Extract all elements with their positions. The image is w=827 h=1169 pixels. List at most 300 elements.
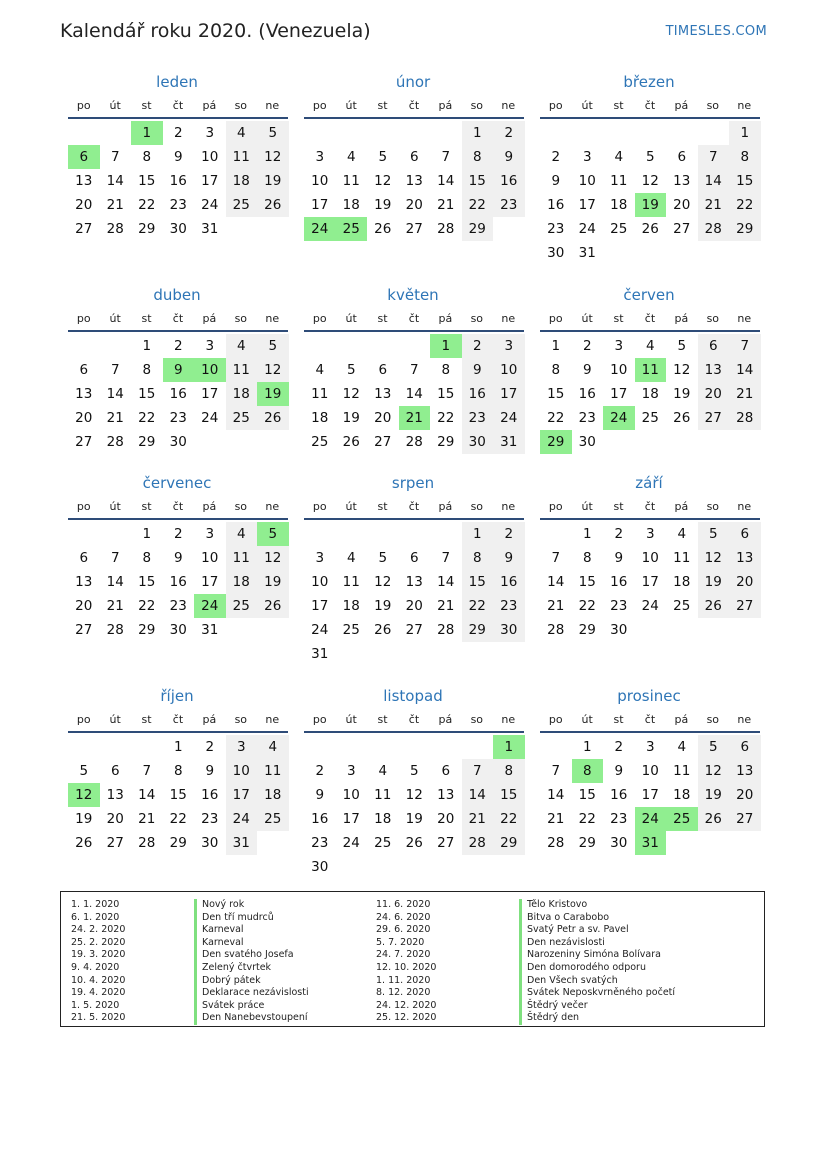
day-cell: 14 bbox=[462, 783, 494, 807]
day-cell: 19 bbox=[673, 386, 691, 402]
day-cell: 1 bbox=[551, 338, 561, 354]
day-cell: 1 bbox=[462, 121, 494, 145]
weekday-label: čt bbox=[644, 499, 656, 513]
day-cell: 4 bbox=[346, 149, 356, 165]
weekday-label: ne bbox=[501, 98, 516, 112]
day-cell: 14 bbox=[547, 787, 565, 803]
day-cell: 14 bbox=[106, 173, 124, 189]
day-cell: 14 bbox=[698, 169, 730, 193]
legend-holiday-name: Deklarace nezávislosti bbox=[194, 987, 309, 1000]
day-cell: 12 bbox=[257, 546, 289, 570]
day-cell: 12 bbox=[698, 546, 730, 570]
weekday-label: pá bbox=[438, 712, 453, 726]
day-cell: 2 bbox=[315, 763, 325, 779]
month-block bbox=[538, 685, 760, 855]
day-cell: 11 bbox=[257, 759, 289, 783]
day-cell: 20 bbox=[673, 197, 691, 213]
day-cell: 30 bbox=[169, 434, 187, 450]
day-cell: 24 bbox=[493, 406, 525, 430]
weekday-header bbox=[540, 494, 760, 520]
weekday-header bbox=[540, 306, 760, 332]
day-cell: 7 bbox=[462, 759, 494, 783]
holiday-day: 19 bbox=[635, 193, 667, 217]
month-name: březen bbox=[623, 73, 675, 91]
legend-date: 6. 1. 2020 bbox=[71, 911, 120, 923]
day-cell: 9 bbox=[462, 358, 494, 382]
day-cell: 6 bbox=[698, 334, 730, 358]
weekday-label: po bbox=[548, 499, 563, 513]
day-cell: 23 bbox=[578, 410, 596, 426]
month-name: leden bbox=[156, 73, 198, 91]
day-cell: 30 bbox=[610, 622, 628, 638]
weekday-label: po bbox=[548, 98, 563, 112]
legend-date: 1. 1. 2020 bbox=[71, 899, 120, 910]
weekday-label: so bbox=[234, 712, 248, 726]
day-cell: 20 bbox=[75, 598, 93, 614]
day-cell: 30 bbox=[311, 859, 329, 875]
day-cell: 4 bbox=[645, 338, 655, 354]
weekday-label: po bbox=[76, 712, 91, 726]
day-cell: 6 bbox=[378, 362, 388, 378]
weekday-label: ne bbox=[501, 712, 516, 726]
weekday-header bbox=[540, 707, 760, 733]
legend-dates-col-2 bbox=[376, 899, 436, 1025]
weekday-label: st bbox=[377, 311, 388, 325]
weekday-label: čt bbox=[172, 98, 184, 112]
day-cell: 7 bbox=[142, 763, 152, 779]
weekday-label: st bbox=[377, 499, 388, 513]
day-cell: 21 bbox=[437, 598, 455, 614]
weekday-label: pá bbox=[674, 712, 689, 726]
month-name: duben bbox=[153, 286, 201, 304]
day-cell: 25 bbox=[226, 193, 258, 217]
day-grid bbox=[68, 121, 288, 241]
day-cell: 9 bbox=[315, 787, 325, 803]
day-cell: 12 bbox=[673, 362, 691, 378]
day-cell: 17 bbox=[610, 386, 628, 402]
day-cell: 30 bbox=[610, 835, 628, 851]
day-cell: 22 bbox=[138, 410, 156, 426]
day-cell: 4 bbox=[614, 149, 624, 165]
weekday-label: čt bbox=[172, 712, 184, 726]
weekday-label: pá bbox=[674, 311, 689, 325]
day-cell: 30 bbox=[201, 835, 219, 851]
day-cell: 26 bbox=[641, 221, 659, 237]
legend-date: 9. 4. 2020 bbox=[71, 961, 120, 973]
weekday-header bbox=[68, 93, 288, 119]
day-cell: 29 bbox=[138, 434, 156, 450]
day-cell: 4 bbox=[315, 362, 325, 378]
day-cell: 6 bbox=[79, 362, 89, 378]
weekday-label: pá bbox=[438, 98, 453, 112]
day-cell: 18 bbox=[311, 410, 329, 426]
day-cell: 28 bbox=[698, 217, 730, 241]
day-cell: 18 bbox=[342, 598, 360, 614]
day-cell: 16 bbox=[547, 197, 565, 213]
weekday-header bbox=[68, 494, 288, 520]
weekday-label: ne bbox=[737, 98, 752, 112]
day-cell: 25 bbox=[673, 598, 691, 614]
legend-holiday-name: Svátek Neposkvrněného početí bbox=[519, 987, 675, 1000]
day-cell: 12 bbox=[342, 386, 360, 402]
day-cell: 11 bbox=[374, 787, 392, 803]
day-cell: 12 bbox=[698, 759, 730, 783]
day-cell: 29 bbox=[462, 217, 494, 241]
day-cell: 10 bbox=[610, 362, 628, 378]
day-cell: 21 bbox=[462, 807, 494, 831]
day-cell: 6 bbox=[441, 763, 451, 779]
day-cell: 17 bbox=[201, 173, 219, 189]
day-cell: 22 bbox=[437, 410, 455, 426]
day-cell: 5 bbox=[677, 338, 687, 354]
legend-holiday-name: Svátek práce bbox=[194, 1000, 309, 1013]
holiday-day: 24 bbox=[603, 406, 635, 430]
day-cell: 19 bbox=[405, 811, 423, 827]
weekday-label: so bbox=[706, 311, 720, 325]
day-cell: 27 bbox=[75, 622, 93, 638]
day-cell: 9 bbox=[205, 763, 215, 779]
legend-date: 25. 2. 2020 bbox=[71, 936, 126, 948]
day-cell: 25 bbox=[226, 594, 258, 618]
day-cell: 27 bbox=[75, 434, 93, 450]
day-cell: 5 bbox=[378, 149, 388, 165]
day-cell: 19 bbox=[75, 811, 93, 827]
day-cell: 27 bbox=[106, 835, 124, 851]
day-cell: 22 bbox=[578, 598, 596, 614]
month-block bbox=[66, 71, 288, 241]
day-cell: 28 bbox=[729, 406, 761, 430]
day-cell: 30 bbox=[169, 622, 187, 638]
day-cell: 26 bbox=[405, 835, 423, 851]
day-cell: 13 bbox=[75, 574, 93, 590]
month-block bbox=[538, 284, 760, 454]
day-cell: 7 bbox=[698, 145, 730, 169]
weekday-label: čt bbox=[408, 98, 420, 112]
day-cell: 15 bbox=[547, 386, 565, 402]
day-cell: 3 bbox=[205, 125, 215, 141]
legend-date: 29. 6. 2020 bbox=[376, 924, 431, 936]
day-cell: 9 bbox=[493, 145, 525, 169]
weekday-label: ne bbox=[501, 311, 516, 325]
weekday-label: út bbox=[581, 499, 593, 513]
day-cell: 27 bbox=[405, 221, 423, 237]
month-name: květen bbox=[387, 286, 439, 304]
weekday-label: so bbox=[470, 311, 484, 325]
weekday-label: út bbox=[109, 311, 121, 325]
day-cell: 11 bbox=[226, 358, 258, 382]
day-cell: 8 bbox=[142, 362, 152, 378]
day-cell: 10 bbox=[641, 763, 659, 779]
legend-date: 19. 4. 2020 bbox=[71, 987, 126, 999]
day-cell: 19 bbox=[374, 197, 392, 213]
day-cell: 26 bbox=[698, 594, 730, 618]
day-cell: 9 bbox=[614, 763, 624, 779]
legend-holiday-name: Štědrý den bbox=[519, 1012, 675, 1025]
day-cell: 19 bbox=[342, 410, 360, 426]
day-cell: 9 bbox=[493, 546, 525, 570]
legend-holiday-name: Dobrý pátek bbox=[194, 975, 309, 988]
day-cell: 23 bbox=[493, 594, 525, 618]
day-cell: 7 bbox=[441, 149, 451, 165]
day-cell: 13 bbox=[673, 173, 691, 189]
day-cell: 29 bbox=[138, 622, 156, 638]
day-grid bbox=[68, 735, 288, 855]
day-cell: 5 bbox=[378, 550, 388, 566]
month-block bbox=[66, 685, 288, 855]
day-cell: 25 bbox=[610, 221, 628, 237]
day-cell: 21 bbox=[106, 598, 124, 614]
day-cell: 3 bbox=[493, 334, 525, 358]
day-cell: 8 bbox=[462, 546, 494, 570]
day-cell: 24 bbox=[311, 622, 329, 638]
day-cell: 8 bbox=[582, 550, 592, 566]
day-cell: 16 bbox=[610, 574, 628, 590]
weekday-label: so bbox=[234, 98, 248, 112]
day-cell: 3 bbox=[645, 526, 655, 542]
day-cell: 12 bbox=[374, 574, 392, 590]
day-cell: 3 bbox=[645, 739, 655, 755]
month-block bbox=[66, 472, 288, 642]
holiday-day: 24 bbox=[635, 807, 667, 831]
month-name: červenec bbox=[142, 474, 212, 492]
day-cell: 25 bbox=[226, 406, 258, 430]
day-cell: 29 bbox=[169, 835, 187, 851]
day-cell: 22 bbox=[547, 410, 565, 426]
day-cell: 21 bbox=[437, 197, 455, 213]
day-cell: 29 bbox=[493, 831, 525, 855]
day-cell: 17 bbox=[641, 787, 659, 803]
day-cell: 13 bbox=[437, 787, 455, 803]
day-cell: 31 bbox=[578, 245, 596, 261]
legend-holiday-name: Narozeniny Simóna Bolívara bbox=[519, 949, 675, 962]
day-cell: 22 bbox=[138, 598, 156, 614]
holiday-day: 31 bbox=[635, 831, 667, 855]
holiday-day: 29 bbox=[540, 430, 572, 454]
day-cell: 28 bbox=[462, 831, 494, 855]
weekday-label: čt bbox=[172, 311, 184, 325]
day-cell: 10 bbox=[311, 173, 329, 189]
day-cell: 3 bbox=[315, 149, 325, 165]
legend-date: 11. 6. 2020 bbox=[376, 899, 431, 910]
day-grid bbox=[540, 522, 760, 642]
day-cell: 4 bbox=[378, 763, 388, 779]
day-cell: 7 bbox=[441, 550, 451, 566]
day-cell: 19 bbox=[257, 570, 289, 594]
day-cell: 4 bbox=[226, 522, 258, 546]
day-cell: 11 bbox=[610, 173, 628, 189]
weekday-label: st bbox=[377, 712, 388, 726]
day-cell: 18 bbox=[226, 570, 258, 594]
day-cell: 11 bbox=[311, 386, 329, 402]
day-cell: 13 bbox=[75, 386, 93, 402]
day-cell: 17 bbox=[201, 386, 219, 402]
day-cell: 1 bbox=[142, 526, 152, 542]
day-cell: 29 bbox=[462, 618, 494, 642]
day-cell: 11 bbox=[673, 763, 691, 779]
day-cell: 1 bbox=[142, 338, 152, 354]
weekday-header bbox=[304, 306, 524, 332]
day-cell: 23 bbox=[493, 193, 525, 217]
day-cell: 6 bbox=[729, 522, 761, 546]
holiday-day: 6 bbox=[68, 145, 100, 169]
holiday-day: 21 bbox=[399, 406, 431, 430]
weekday-label: so bbox=[234, 311, 248, 325]
day-cell: 1 bbox=[582, 526, 592, 542]
weekday-label: po bbox=[312, 712, 327, 726]
day-cell: 29 bbox=[729, 217, 761, 241]
day-cell: 18 bbox=[226, 382, 258, 406]
day-cell: 21 bbox=[106, 410, 124, 426]
day-cell: 30 bbox=[169, 221, 187, 237]
day-cell: 4 bbox=[677, 526, 687, 542]
month-name: srpen bbox=[391, 474, 435, 492]
day-cell: 14 bbox=[138, 787, 156, 803]
day-cell: 22 bbox=[578, 811, 596, 827]
day-cell: 18 bbox=[673, 574, 691, 590]
day-cell: 22 bbox=[493, 807, 525, 831]
weekday-label: ne bbox=[265, 98, 280, 112]
day-cell: 6 bbox=[729, 735, 761, 759]
brand-link[interactable]: TIMESLES.COM bbox=[665, 24, 767, 39]
day-cell: 21 bbox=[698, 193, 730, 217]
day-cell: 26 bbox=[75, 835, 93, 851]
day-cell: 8 bbox=[142, 149, 152, 165]
legend-holiday-name: Svatý Petr a sv. Pavel bbox=[519, 924, 675, 937]
weekday-label: pá bbox=[202, 499, 217, 513]
day-cell: 25 bbox=[342, 622, 360, 638]
weekday-header bbox=[540, 93, 760, 119]
legend-date: 21. 5. 2020 bbox=[71, 1012, 126, 1024]
day-cell: 18 bbox=[610, 197, 628, 213]
legend-holiday-name: Zelený čtvrtek bbox=[194, 962, 309, 975]
weekday-label: čt bbox=[408, 712, 420, 726]
weekday-label: út bbox=[109, 712, 121, 726]
day-cell: 16 bbox=[493, 570, 525, 594]
weekday-label: ne bbox=[737, 499, 752, 513]
holiday-day: 19 bbox=[257, 382, 289, 406]
day-cell: 23 bbox=[547, 221, 565, 237]
weekday-label: út bbox=[345, 712, 357, 726]
weekday-label: st bbox=[141, 311, 152, 325]
day-cell: 7 bbox=[409, 362, 419, 378]
weekday-label: pá bbox=[674, 499, 689, 513]
day-cell: 13 bbox=[405, 574, 423, 590]
day-cell: 18 bbox=[257, 783, 289, 807]
holiday-day: 1 bbox=[430, 334, 462, 358]
day-cell: 21 bbox=[547, 598, 565, 614]
day-cell: 13 bbox=[698, 358, 730, 382]
day-cell: 7 bbox=[110, 149, 120, 165]
day-cell: 16 bbox=[169, 574, 187, 590]
day-cell: 7 bbox=[551, 763, 561, 779]
day-cell: 24 bbox=[226, 807, 258, 831]
weekday-label: so bbox=[470, 712, 484, 726]
holiday-day: 25 bbox=[336, 217, 368, 241]
weekday-label: st bbox=[141, 499, 152, 513]
weekday-label: pá bbox=[202, 98, 217, 112]
day-cell: 10 bbox=[226, 759, 258, 783]
day-cell: 5 bbox=[698, 522, 730, 546]
day-cell: 23 bbox=[610, 598, 628, 614]
day-cell: 2 bbox=[173, 338, 183, 354]
day-cell: 2 bbox=[173, 526, 183, 542]
day-cell: 16 bbox=[169, 173, 187, 189]
day-cell: 13 bbox=[729, 759, 761, 783]
day-cell: 28 bbox=[437, 221, 455, 237]
day-cell: 9 bbox=[173, 149, 183, 165]
weekday-label: st bbox=[141, 98, 152, 112]
day-cell: 16 bbox=[462, 382, 494, 406]
day-grid bbox=[540, 334, 760, 454]
day-cell: 6 bbox=[677, 149, 687, 165]
holiday-day: 5 bbox=[257, 522, 289, 546]
weekday-label: po bbox=[548, 311, 563, 325]
day-cell: 17 bbox=[578, 197, 596, 213]
day-cell: 20 bbox=[374, 410, 392, 426]
day-cell: 4 bbox=[226, 121, 258, 145]
day-cell: 5 bbox=[645, 149, 655, 165]
day-cell: 29 bbox=[437, 434, 455, 450]
day-cell: 12 bbox=[641, 173, 659, 189]
holiday-day: 9 bbox=[163, 358, 195, 382]
day-cell: 1 bbox=[173, 739, 183, 755]
day-cell: 14 bbox=[437, 173, 455, 189]
day-cell: 15 bbox=[462, 169, 494, 193]
day-cell: 6 bbox=[409, 149, 419, 165]
day-cell: 9 bbox=[173, 550, 183, 566]
day-cell: 28 bbox=[405, 434, 423, 450]
day-cell: 10 bbox=[493, 358, 525, 382]
day-cell: 15 bbox=[493, 783, 525, 807]
day-cell: 2 bbox=[551, 149, 561, 165]
day-cell: 21 bbox=[729, 382, 761, 406]
weekday-label: út bbox=[345, 499, 357, 513]
day-cell: 16 bbox=[169, 386, 187, 402]
day-cell: 10 bbox=[342, 787, 360, 803]
day-cell: 15 bbox=[138, 386, 156, 402]
day-cell: 18 bbox=[342, 197, 360, 213]
day-cell: 23 bbox=[311, 835, 329, 851]
legend-date: 24. 6. 2020 bbox=[376, 911, 431, 923]
day-cell: 26 bbox=[374, 622, 392, 638]
day-cell: 13 bbox=[729, 546, 761, 570]
day-cell: 19 bbox=[698, 570, 730, 594]
legend-date: 1. 11. 2020 bbox=[376, 974, 431, 986]
weekday-label: so bbox=[706, 98, 720, 112]
day-grid bbox=[304, 121, 524, 241]
day-cell: 5 bbox=[409, 763, 419, 779]
day-cell: 18 bbox=[641, 386, 659, 402]
day-cell: 8 bbox=[441, 362, 451, 378]
day-grid bbox=[304, 522, 524, 666]
day-cell: 26 bbox=[257, 193, 289, 217]
day-cell: 20 bbox=[437, 811, 455, 827]
day-cell: 6 bbox=[409, 550, 419, 566]
weekday-label: po bbox=[76, 499, 91, 513]
legend-holiday-name: Karneval bbox=[194, 937, 309, 950]
weekday-label: so bbox=[706, 712, 720, 726]
weekday-label: čt bbox=[408, 311, 420, 325]
day-cell: 3 bbox=[315, 550, 325, 566]
weekday-label: ne bbox=[265, 311, 280, 325]
weekday-label: pá bbox=[438, 311, 453, 325]
day-cell: 21 bbox=[138, 811, 156, 827]
day-cell: 19 bbox=[698, 783, 730, 807]
day-cell: 16 bbox=[610, 787, 628, 803]
day-cell: 30 bbox=[493, 618, 525, 642]
weekday-label: pá bbox=[438, 499, 453, 513]
day-cell: 17 bbox=[201, 574, 219, 590]
